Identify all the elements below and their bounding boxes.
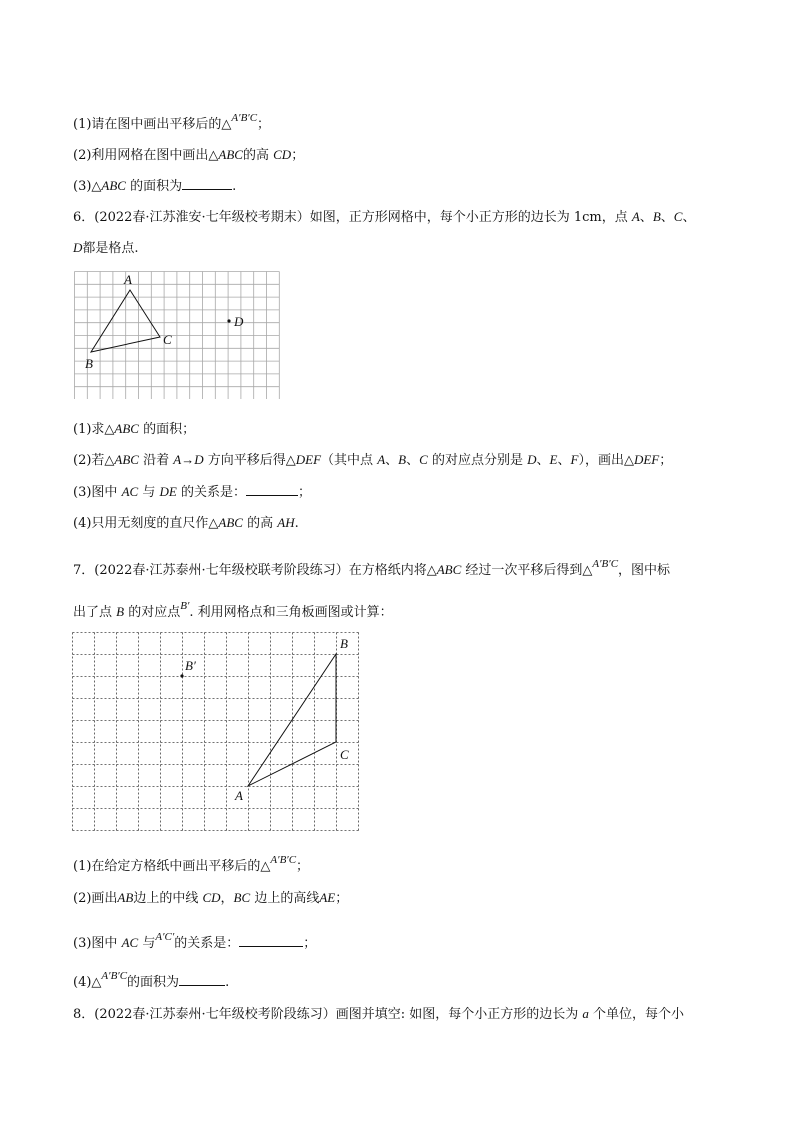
q7-part2: (2)画出AB边上的中线 CD，BC 边上的高线AE； <box>73 890 349 906</box>
q7-stem-line2: 出了点 B 的对应点$^{B'}$. 利用网格点和三角板画图或计算： <box>73 600 393 620</box>
label-a: A <box>235 788 243 803</box>
triangle-abc <box>248 654 336 786</box>
q6-part3: (3)图中 AC 与 DE 的关系是： ； <box>73 484 311 500</box>
q6-part2: (2)若△ABC 沿着 A→D 方向平移后得△DEF（其中点 A、B、C 的对应点分别是 D、E、F），画出△DEF； <box>73 452 673 468</box>
q7-stem: 7．(2022春·江苏泰州·七年级校联考阶段练习）在方格纸内将△ABC 经过一次平移后得到△$^{A'B'C}$，图中标 <box>73 558 671 578</box>
label-b: B <box>85 356 93 371</box>
answer-blank[interactable] <box>239 934 303 947</box>
q7-part3: (3)图中 AC 与$^{A'C'}$的关系是： ； <box>73 931 317 951</box>
q7-grid-figure <box>72 632 362 832</box>
q6-part4: (4)只用无刻度的直尺作△ABC 的高 AH. <box>73 515 299 531</box>
q6-stem: 6．(2022春·江苏淮安·七年级校考期末）如图，正方形网格中，每个小正方形的边长为 1cm，点 A、B、C、 <box>73 209 696 225</box>
q5-part3: (3)△ABC 的面积为 . <box>73 178 237 194</box>
point-b-prime <box>180 674 183 677</box>
label-c: C <box>340 747 349 762</box>
q5-part1: (1)请在图中画出平移后的△$^{A'B'C}$； <box>73 112 271 132</box>
q6-stem-line2: D都是格点. <box>73 240 139 256</box>
q6-part1: (1)求△ABC 的面积； <box>73 421 196 437</box>
answer-blank[interactable] <box>179 973 225 986</box>
q8-stem: 8．(2022春·江苏泰州·七年级校考阶段练习）画图并填空: 如图，每个小正方形的边长为 a 个单位，每个小 <box>73 1006 685 1022</box>
label-b: B <box>340 636 348 651</box>
answer-blank[interactable] <box>182 177 232 190</box>
q7-part1: (1)在给定方格纸中画出平移后的△$^{A'B'C}$； <box>73 854 310 874</box>
label-d: D <box>234 314 244 329</box>
answer-blank[interactable] <box>246 483 298 496</box>
label-a: A <box>124 272 132 287</box>
q7-part4: (4)△$^{A'B'C}$的面积为 . <box>73 970 230 990</box>
label-c: C <box>163 332 172 347</box>
q6-grid-figure <box>74 271 280 399</box>
q5-part2: (2)利用网格在图中画出△ABC的高 CD； <box>73 147 305 163</box>
point-d <box>227 319 230 322</box>
label-b-prime: B′ <box>185 658 196 673</box>
